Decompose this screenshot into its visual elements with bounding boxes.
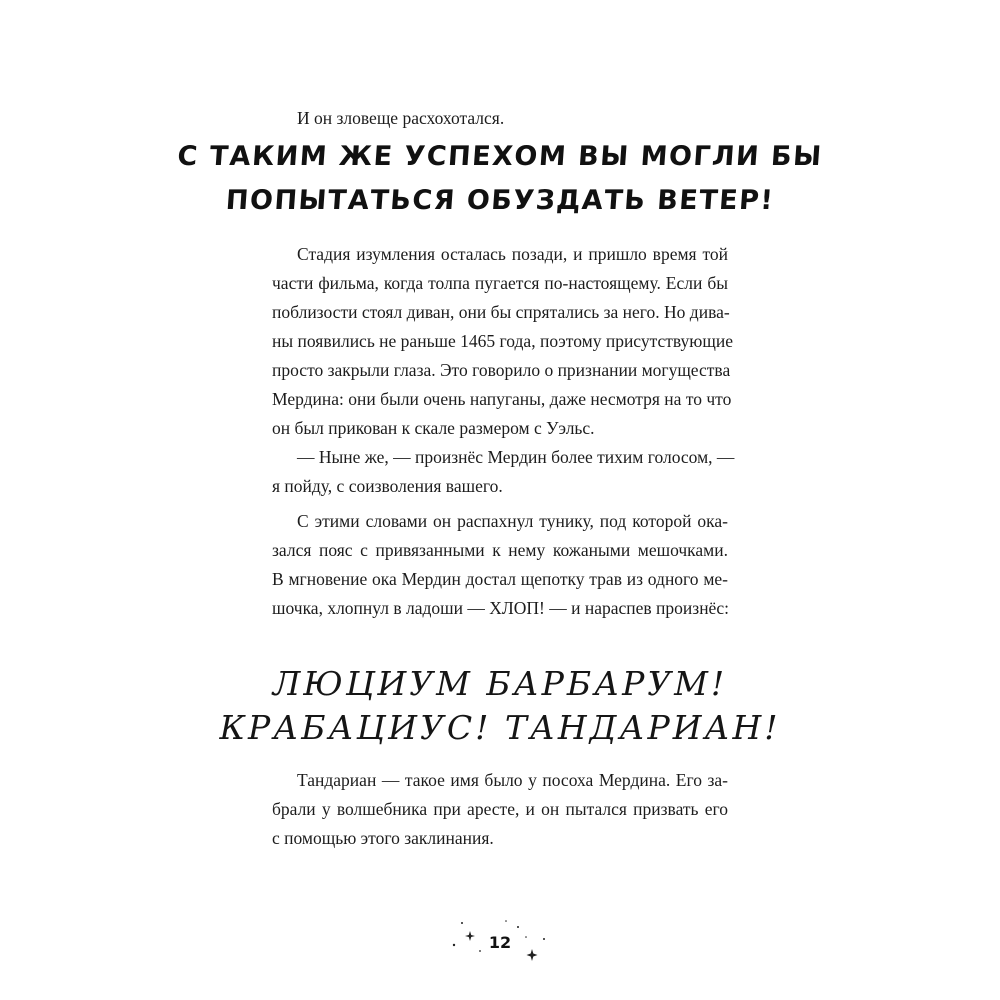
- paragraph4-line-2: брали у волшебника при аресте, и он пытался призвать его: [272, 799, 728, 819]
- paragraph3-line-2: зался пояс с привязанными к нему кожаными мешочками.: [272, 540, 728, 560]
- shout-line-1: С ТАКИМ ЖЕ УСПЕХОМ ВЫ МОГЛИ БЫ: [176, 141, 824, 172]
- page-footer: [440, 915, 560, 975]
- paragraph4-line-3: с помощью этого заклинания.: [272, 828, 494, 848]
- paragraph1-line-5: просто закрыли глаза. Это говорило о признании могущества: [272, 360, 731, 380]
- paragraph3-line-1: С этими словами он распахнул тунику, под которой ока-: [297, 511, 728, 531]
- shout-line-2: ПОПЫТАТЬСЯ ОБУЗДАТЬ ВЕТЕР!: [224, 185, 776, 216]
- paragraph2-line-1: — Ныне же, — произнёс Мердин более тихим голосом, —: [297, 447, 735, 467]
- paragraph3-line-3: В мгновение ока Мердин достал щепотку трав из одного ме-: [272, 569, 728, 589]
- paragraph4-line-1: Тандариан — такое имя было у посоха Мердина. Его за-: [297, 770, 728, 790]
- paragraph1-line-6: Мердина: они были очень напуганы, даже несмотря на то что: [272, 389, 732, 409]
- paragraph2-line-2: я пойду, с соизволения вашего.: [272, 476, 503, 496]
- paragraph1-line-4: ны появились не раньше 1465 года, поэтому присутствующие: [272, 331, 733, 351]
- intro-line: И он зловеще расхохотался.: [297, 108, 505, 128]
- paragraph1-line-2: части фильма, когда толпа пугается по-настоящему. Если бы: [272, 273, 728, 293]
- spell-line-1: ЛЮЦИУМ БАРБАРУМ!: [272, 664, 728, 703]
- page-number: 12: [488, 933, 512, 952]
- paragraph1-line-7: он был прикован к скале размером с Уэльс.: [272, 418, 595, 438]
- paragraph1-line-3: поблизости стоял диван, они бы спрятались за него. Но дива-: [272, 302, 730, 322]
- paragraph3-line-4: шочка, хлопнул в ладоши — ХЛОП! — и нараспев произнёс:: [272, 598, 729, 618]
- spell-line-2: КРАБАЦИУС! ТАНДАРИАН!: [219, 708, 781, 747]
- paragraph1-line-1: Стадия изумления осталась позади, и пришло время той: [297, 244, 728, 264]
